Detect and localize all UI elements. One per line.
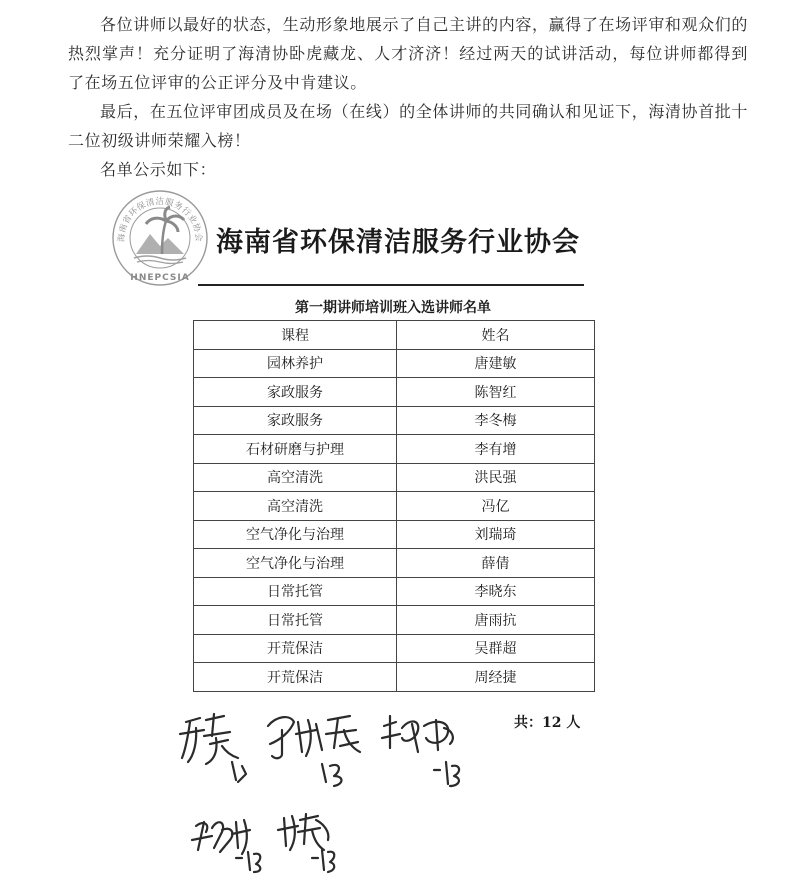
- name-cell: 唐雨抗: [397, 606, 595, 635]
- name-cell: 吴群超: [397, 634, 595, 663]
- table-row: [194, 463, 595, 492]
- course-cell: 家政服务: [194, 378, 397, 407]
- course-cell: 高空清洗: [194, 463, 397, 492]
- name-cell: 周经捷: [397, 663, 595, 692]
- table-row: [194, 634, 595, 663]
- name-cell: 李晓东: [397, 577, 595, 606]
- table-row: [194, 435, 595, 464]
- course-cell: 日常托管: [194, 606, 397, 635]
- name-cell: 李有增: [397, 435, 595, 464]
- handwritten-signatures: [0, 700, 800, 883]
- signature-2: [268, 716, 360, 786]
- seal-abbr: HNEPCSIA: [130, 273, 190, 283]
- signature-1: [180, 714, 246, 782]
- seal-text: 海南省环保清洁服务行业协会: [116, 197, 204, 243]
- signature-3: [382, 716, 459, 786]
- table-row: [194, 549, 595, 578]
- course-cell: 石材研磨与护理: [194, 435, 397, 464]
- document-title: 第一期讲师培训班入选讲师名单: [295, 300, 491, 316]
- course-cell: 家政服务: [194, 406, 397, 435]
- table-row: [194, 577, 595, 606]
- association-seal-icon: [110, 188, 210, 288]
- organization-name: 海南省环保清洁服务行业协会: [216, 227, 580, 258]
- table-row: [194, 663, 595, 692]
- course-cell: 空气净化与治理: [194, 549, 397, 578]
- table-row: [194, 406, 595, 435]
- table-row: [194, 520, 595, 549]
- intro-paragraph-2: 最后，在五位评审团成员及在场（在线）的全体讲师的共同确认和见证下，海清协首批十二位初级讲师荣耀入榜！: [68, 102, 748, 150]
- course-cell: 空气净化与治理: [194, 520, 397, 549]
- table-row: [194, 492, 595, 521]
- table-row: [194, 349, 595, 378]
- name-cell: 冯亿: [397, 492, 595, 521]
- header-course: 课程: [194, 321, 397, 350]
- course-cell: 园林养护: [194, 349, 397, 378]
- name-cell: 洪民强: [397, 463, 595, 492]
- signature-4: [192, 820, 260, 872]
- signature-5: [278, 814, 334, 872]
- name-cell: 唐建敏: [397, 349, 595, 378]
- course-cell: 开荒保洁: [194, 634, 397, 663]
- course-cell: 日常托管: [194, 577, 397, 606]
- table-row: [194, 606, 595, 635]
- name-cell: 刘瑞琦: [397, 520, 595, 549]
- name-cell: 陈智红: [397, 378, 595, 407]
- intro-paragraph-1: 各位讲师以最好的状态，生动形象地展示了自己主讲的内容，赢得了在场评审和观众们的热烈掌声！充分证明了海清协卧虎藏龙、人才济济！经过两天的试讲活动，每位讲师都得到了在场五位评审的公正评分及中肯建议。: [68, 15, 748, 92]
- table-header-row: [194, 321, 595, 350]
- course-cell: 开荒保洁: [194, 663, 397, 692]
- header-name: 姓名: [397, 321, 595, 350]
- intro-paragraph-3: 名单公示如下：: [100, 160, 217, 179]
- total-count: 共：12 人: [514, 715, 581, 731]
- lecturer-roster-table: [193, 320, 595, 692]
- name-cell: 李冬梅: [397, 406, 595, 435]
- letterhead-divider: [198, 284, 584, 286]
- name-cell: 薛倩: [397, 549, 595, 578]
- table-row: [194, 378, 595, 407]
- course-cell: 高空清洗: [194, 492, 397, 521]
